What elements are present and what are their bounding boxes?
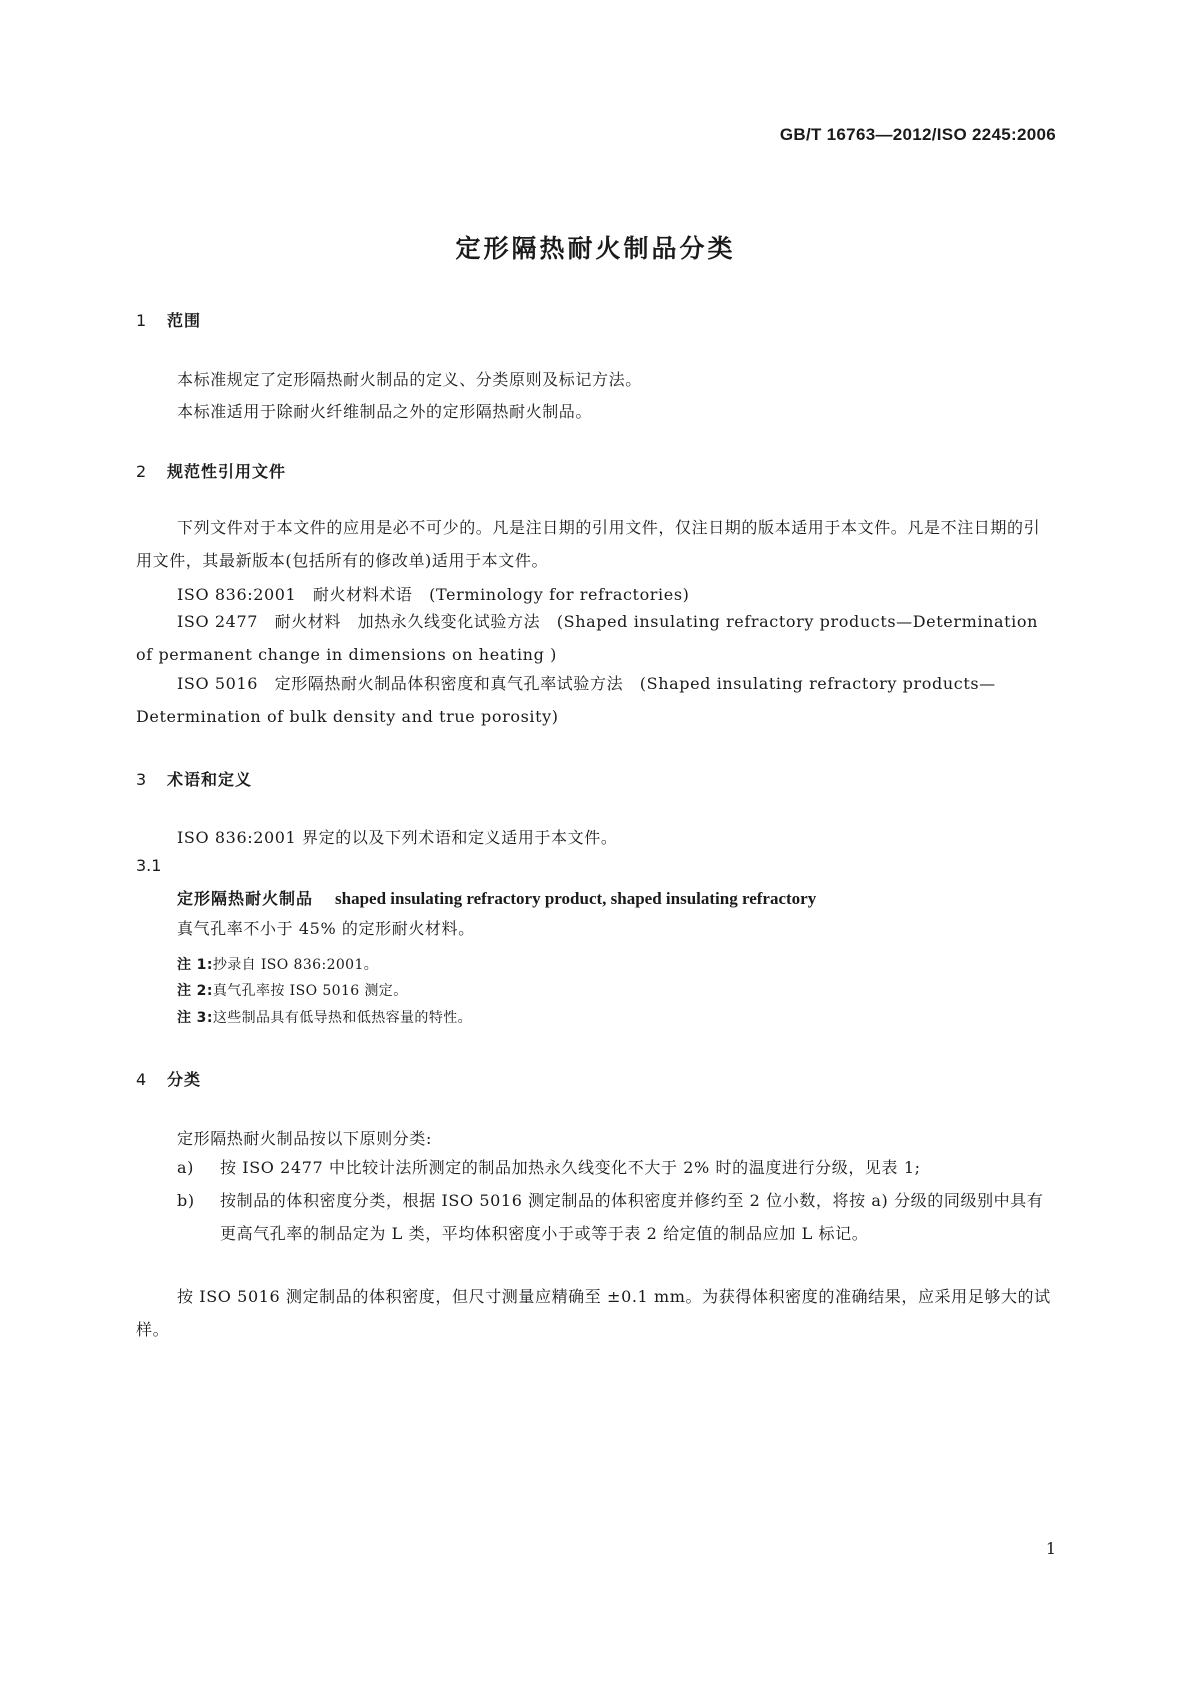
term-number: 3.1 — [136, 856, 162, 875]
section-number: 2 — [136, 462, 148, 481]
section-1-heading — [136, 308, 201, 331]
list-marker: a) — [177, 1158, 194, 1177]
reference-item: ISO 5016 定形隔热耐火制品体积密度和真气孔率试验方法 (Shaped insulating refractory products—Determination of bulk density and true porosity) — [136, 674, 996, 726]
section-number: 4 — [136, 1070, 148, 1089]
document-code: GB/T 16763—2012/ISO 2245:2006 — [779, 125, 1056, 144]
section-4-heading — [136, 1067, 201, 1090]
note-text: 这些制品具有低导热和低热容量的特性。 — [212, 1010, 473, 1026]
reference-item: ISO 836:2001 耐火材料术语 (Terminology for refractories) — [177, 585, 690, 604]
section-number: 3 — [136, 770, 148, 789]
note-label: 注 1: — [177, 957, 213, 973]
list-text: 按制品的体积密度分类，根据 ISO 5016 测定制品的体积密度并修约至 2 位小数，将按 a) 分级的同级别中具有更高气孔率的制品定为 L 类，平均体积密度小于或等于表 2 给定值的制品应加 L 标记。 — [220, 1191, 1044, 1243]
document-title: 定形隔热耐火制品分类 — [455, 234, 736, 263]
reference-item: ISO 2477 耐火材料 加热永久线变化试验方法 (Shaped insulating refractory products—Determination of permanent change in dimensions on heating ) — [136, 612, 1039, 664]
section-2-intro: 下列文件对于本文件的应用是必不可少的。凡是注日期的引用文件，仅注日期的版本适用于本文件。凡是不注日期的引用文件，其最新版本(包括所有的修改单)适用于本文件。 — [136, 518, 1041, 570]
list-item — [136, 1184, 1056, 1250]
term-english: shaped insulating refractory product, shaped insulating refractory — [335, 889, 817, 908]
note-item — [177, 980, 408, 1000]
section-title: 分类 — [167, 1070, 202, 1089]
section-3-intro: ISO 836:2001 界定的以及下列术语和定义适用于本文件。 — [177, 828, 618, 847]
section-title: 术语和定义 — [167, 770, 253, 789]
list-item — [136, 1151, 1056, 1184]
section-3-heading — [136, 767, 252, 790]
term-definition: 真气孔率不小于 45% 的定形耐火材料。 — [177, 919, 475, 938]
page-number: 1 — [1045, 1539, 1056, 1558]
section-title: 范围 — [167, 311, 202, 330]
note-label: 注 3: — [177, 1010, 213, 1026]
note-item — [177, 1007, 472, 1027]
section-2-heading — [136, 459, 286, 482]
section-4-intro: 定形隔热耐火制品按以下原则分类: — [177, 1129, 432, 1148]
section-title: 规范性引用文件 — [167, 462, 287, 481]
section-1-paragraph: 本标准规定了定形隔热耐火制品的定义、分类原则及标记方法。 — [177, 370, 642, 389]
term-chinese: 定形隔热耐火制品 — [177, 889, 314, 908]
section-1-paragraph: 本标准适用于除耐火纤维制品之外的定形隔热耐火制品。 — [177, 402, 593, 421]
note-text: 抄录自 ISO 836:2001。 — [212, 957, 379, 973]
section-4-closing: 按 ISO 5016 测定制品的体积密度，但尺寸测量应精确至 ±0.1 mm。为获得体积密度的准确结果，应采用足够大的试样。 — [136, 1287, 1051, 1339]
term-entry — [177, 886, 816, 909]
note-label: 注 2: — [177, 983, 213, 999]
list-marker: b) — [177, 1191, 195, 1210]
list-text: 按 ISO 2477 中比较计法所测定的制品加热永久线变化不大于 2% 时的温度进行分级，见表 1; — [220, 1158, 921, 1177]
section-number: 1 — [136, 311, 148, 330]
note-text: 真气孔率按 ISO 5016 测定。 — [212, 983, 408, 999]
note-item — [177, 954, 378, 974]
